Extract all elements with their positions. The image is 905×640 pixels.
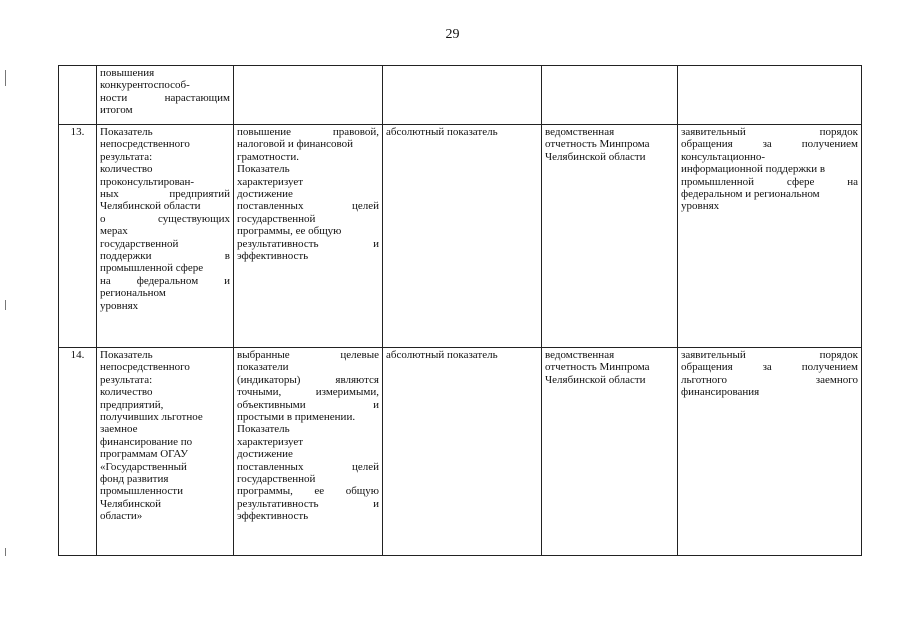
cell-line: количество [100, 163, 153, 176]
table-body [59, 66, 862, 556]
cell-line: выбранные целевые [237, 349, 379, 361]
cell-line: заявительный порядок [681, 349, 858, 361]
cell-line: предприятий, [100, 398, 164, 411]
justification-cell [234, 125, 383, 348]
data-source-cell [542, 66, 678, 125]
cell-line: обращения за получением [681, 138, 858, 151]
collection-method-cell [678, 66, 862, 125]
table-row [59, 66, 862, 125]
table-row [59, 125, 862, 348]
cell-line: финансирования [681, 386, 760, 399]
cell-line: ных предприятий [100, 188, 230, 201]
cell-line: отчетность Минпрома [545, 138, 650, 151]
cell-line: поддержки в [100, 250, 230, 263]
cell-line: результата: [100, 373, 153, 386]
cell-line: уровнях [100, 299, 139, 312]
cell-line: достижение [237, 448, 293, 461]
indicator-cell [97, 66, 234, 125]
cell-line: абсолютный показатель [386, 126, 498, 138]
cell-line: эффективность [237, 510, 309, 523]
cell-line: информационной поддержки в [681, 163, 826, 176]
cell-line: Челябинской области [545, 150, 646, 163]
cell-line: результата: [100, 150, 153, 163]
cell-line: мерах [100, 225, 128, 238]
scan-edge-mark [5, 300, 6, 310]
cell-line: финансирование по [100, 435, 193, 448]
indicators-table [58, 65, 862, 556]
cell-line: объективными и [237, 398, 379, 411]
cell-line: о существующих [100, 212, 230, 225]
cell-line: ведомственная [545, 126, 615, 138]
cell-line: промышленности [100, 485, 183, 498]
cell-line: заемное [100, 423, 138, 436]
cell-line: государственной [100, 237, 179, 250]
cell-line: Показатель [100, 126, 153, 138]
cell-line: федеральном и региональном [681, 188, 820, 201]
cell-line: налоговой и финансовой [237, 138, 354, 151]
cell-line: результативность и [237, 497, 379, 510]
cell-line: повышения [100, 67, 155, 79]
cell-line: конкурентоспособ- [100, 79, 190, 92]
cell-line: непосредственного [100, 361, 190, 374]
cell-line: Показатель [237, 163, 290, 176]
cell-line: итогом [100, 104, 133, 117]
scan-edge-mark [5, 548, 6, 556]
cell-line: промышленной сфере [100, 262, 204, 275]
data-source-cell [542, 125, 678, 348]
cell-line: Показатель [100, 349, 153, 361]
cell-line: поставленных целей [237, 460, 379, 473]
cell-line: ности нарастающим [100, 91, 230, 104]
cell-line: «Государственный [100, 460, 187, 473]
indicator-cell [97, 348, 234, 556]
cell-line: характеризует [237, 175, 304, 188]
cell-line: (индикаторы) являются [237, 373, 379, 386]
cell-line: точными, измеримыми, [237, 386, 379, 399]
row-number-cell [59, 66, 97, 125]
cell-line: промышленной сфере на [681, 175, 858, 188]
indicator-type-cell [383, 348, 542, 556]
cell-line: повышение правовой, [237, 126, 379, 138]
cell-line: на федеральном и [100, 274, 230, 287]
justification-cell [234, 348, 383, 556]
justification-cell [234, 66, 383, 125]
cell-line: проконсультирован- [100, 175, 195, 188]
cell-line: грамотности. [237, 150, 300, 163]
cell-line: эффективность [237, 250, 309, 263]
collection-method-cell [678, 125, 862, 348]
cell-line: количество [100, 386, 153, 399]
cell-line: получивших льготное [100, 411, 203, 424]
cell-line: консультационно- [681, 150, 766, 163]
cell-line: Показатель [237, 423, 290, 436]
cell-line: программам ОГАУ [100, 448, 189, 461]
cell-line: обращения за получением [681, 361, 858, 374]
cell-line: показатели [237, 361, 289, 374]
indicator-type-cell [383, 66, 542, 125]
cell-line: фонд развития [100, 473, 169, 486]
collection-method-cell [678, 348, 862, 556]
row-number-cell: 13. [59, 125, 97, 348]
cell-line: абсолютный показатель [386, 349, 498, 361]
cell-line: поставленных целей [237, 200, 379, 213]
indicator-cell [97, 125, 234, 348]
cell-line: региональном [100, 287, 166, 300]
page-number: 29 [445, 27, 460, 42]
scan-edge-mark [5, 70, 6, 86]
cell-line: уровнях [681, 200, 720, 213]
cell-line: достижение [237, 188, 293, 201]
cell-line: характеризует [237, 435, 304, 448]
cell-line: программы, ее общую [237, 485, 379, 498]
cell-line: Челябинской области [545, 373, 646, 386]
cell-line: льготного заемного [681, 373, 858, 386]
cell-line: ведомственная [545, 349, 615, 361]
cell-line: государственной [237, 212, 316, 225]
cell-line: заявительный порядок [681, 126, 858, 138]
cell-line: простыми в применении. [237, 411, 356, 424]
indicator-type-cell [383, 125, 542, 348]
cell-line: программы, ее общую [237, 225, 342, 238]
cell-line: государственной [237, 473, 316, 486]
table-row [59, 348, 862, 556]
data-source-cell [542, 348, 678, 556]
cell-line: Челябинской [100, 497, 162, 510]
cell-line: результативность и [237, 237, 379, 250]
cell-line: непосредственного [100, 138, 190, 151]
cell-line: области» [100, 510, 143, 523]
row-number-cell: 14. [59, 348, 97, 556]
cell-line: отчетность Минпрома [545, 361, 650, 374]
cell-line: Челябинской области [100, 200, 201, 213]
